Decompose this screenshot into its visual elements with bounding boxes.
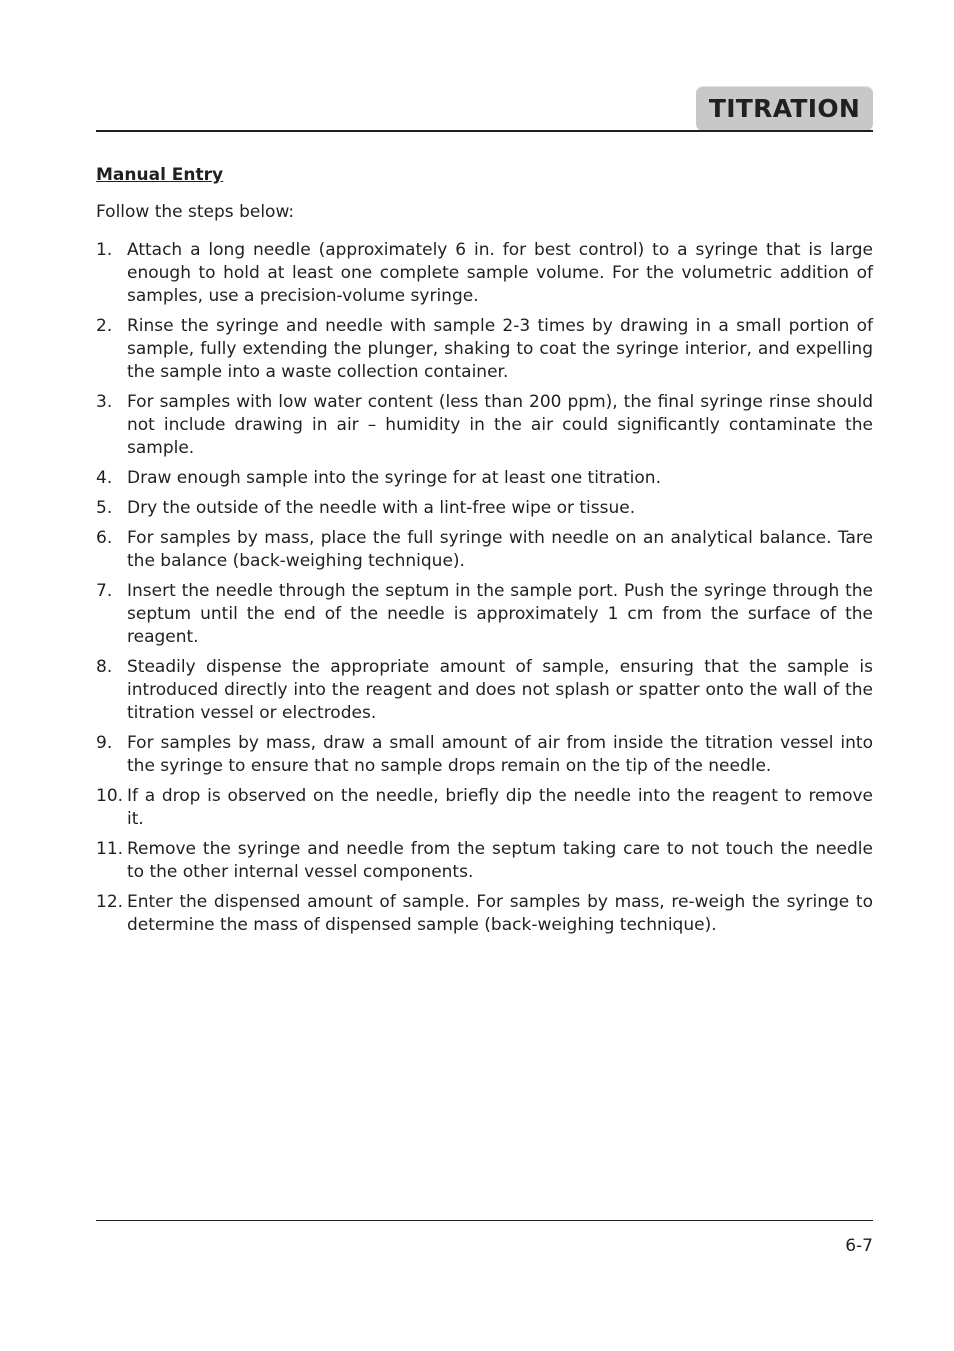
step-item — [96, 527, 873, 573]
intro-text: Follow the steps below: — [96, 202, 295, 222]
step-number: 12. — [96, 892, 124, 912]
step-text: Steadily dispense the appropriate amount of sample, ensuring that the sample is introduced directly into the reagent and does not splash or spatter onto the wall of the titration vessel or electrodes. — [127, 657, 873, 723]
steps-list — [96, 239, 873, 937]
page-content — [96, 164, 873, 944]
step-item — [96, 838, 873, 884]
step-text: For samples by mass, place the full syringe with needle on an analytical balance. Tare the balance (back-weighing technique). — [127, 528, 873, 571]
step-text: For samples with low water content (less than 200 ppm), the final syringe rinse should not include drawing in air – humidity in the air could significantly contaminate the sample. — [127, 392, 873, 458]
step-number: 6. — [96, 528, 113, 548]
page-number: 6-7 — [845, 1236, 873, 1256]
step-item — [96, 891, 873, 937]
footer-divider — [96, 1220, 873, 1221]
step-text: Dry the outside of the needle with a lint-free wipe or tissue. — [127, 498, 636, 518]
step-number: 11. — [96, 839, 124, 859]
step-item — [96, 239, 873, 308]
step-item — [96, 785, 873, 831]
step-item — [96, 391, 873, 460]
chapter-badge — [696, 86, 873, 131]
step-text: Attach a long needle (approximately 6 in. for best control) to a syringe that is large enough to hold at least one complete sample volume. For the volumetric addition of samples, use a precision-volume syringe. — [127, 240, 873, 306]
step-number: 1. — [96, 240, 113, 260]
step-number: 7. — [96, 581, 113, 601]
step-text: Draw enough sample into the syringe for at least one titration. — [127, 468, 661, 488]
chapter-title: TITRATION — [708, 94, 861, 123]
step-text: Insert the needle through the septum in the sample port. Push the syringe through the septum until the end of the needle is approximately 1 cm from the surface of the reagent. — [127, 581, 873, 647]
step-number: 9. — [96, 733, 113, 753]
step-text: If a drop is observed on the needle, briefly dip the needle into the reagent to remove it. — [127, 786, 873, 829]
step-number: 3. — [96, 392, 113, 412]
step-text: Enter the dispensed amount of sample. For samples by mass, re-weigh the syringe to determine the mass of dispensed sample (back-weighing technique). — [127, 892, 873, 935]
step-number: 8. — [96, 657, 113, 677]
step-text: Rinse the syringe and needle with sample 2-3 times by drawing in a small portion of sample, fully extending the plunger, shaking to coat the syringe interior, and expelling the sample into a waste collection container. — [127, 316, 873, 382]
step-item — [96, 732, 873, 778]
step-item — [96, 580, 873, 649]
step-number: 10. — [96, 786, 124, 806]
header-divider — [96, 130, 873, 132]
step-item — [96, 656, 873, 725]
step-item — [96, 315, 873, 384]
step-number: 2. — [96, 316, 113, 336]
step-text: For samples by mass, draw a small amount of air from inside the titration vessel into the syringe to ensure that no sample drops remain on the tip of the needle. — [127, 733, 873, 776]
step-number: 5. — [96, 498, 113, 518]
step-item — [96, 497, 873, 520]
section-title: Manual Entry — [96, 165, 224, 185]
step-number: 4. — [96, 468, 113, 488]
step-item — [96, 467, 873, 490]
step-text: Remove the syringe and needle from the septum taking care to not touch the needle to the other internal vessel components. — [127, 839, 873, 882]
